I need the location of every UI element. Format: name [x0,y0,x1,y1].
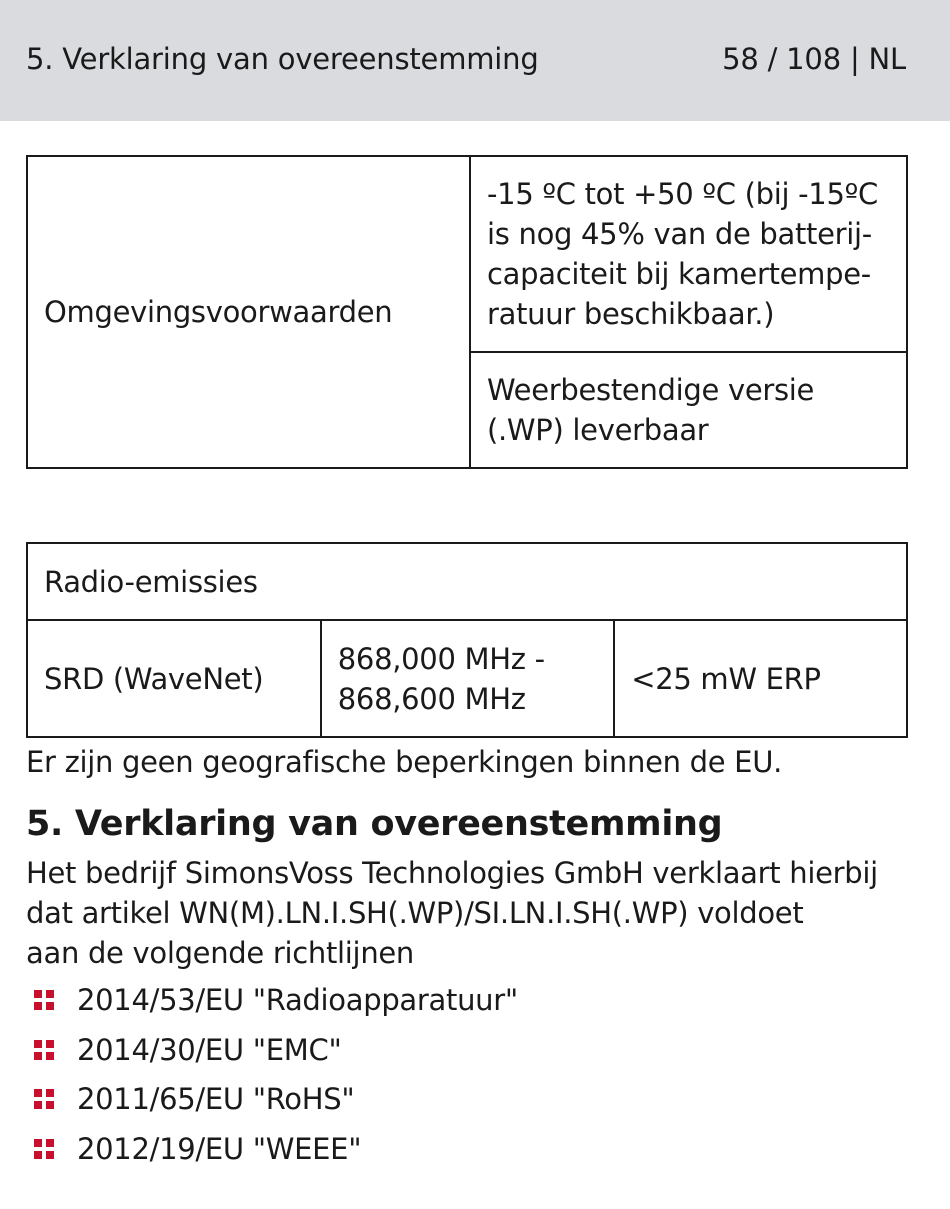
list-item [26,1129,518,1179]
intro-line: dat artikel WN(M).LN.I.SH(.WP)/SI.LN.I.SH(.WP) voldoet [26,896,804,930]
cell-line: Weerbestendige versie [487,373,815,407]
table-row [27,620,907,737]
table-row [27,156,907,352]
directives-list [26,980,518,1178]
environment-table [26,155,908,469]
bullet-icon [34,1040,54,1060]
weatherproof-version-cell [470,352,907,468]
frequency-cell [321,620,614,737]
list-item [26,1030,518,1080]
cell-line: 868,600 MHz [337,681,526,716]
page-header [0,0,950,121]
radio-emissions-table [26,542,908,738]
directive-label: 2014/53/EU "Radioapparatuur" [77,983,518,1017]
intro-line: Het bedrijf SimonsVoss Technologies GmbH verklaart hierbij [26,856,878,890]
temperature-range-cell [470,156,907,352]
cell-line: -15 ºC tot +50 ºC (bij -15ºC [487,177,878,211]
cell-line: is nog 45% van de batterij- [487,217,872,251]
cell-line: capaciteit bij kamertempe- [487,257,871,291]
header-title: 5. Verklaring van overeenstemming [26,42,539,76]
section-heading: 5. Verklaring van overeenstemming [26,804,723,844]
directive-label: 2014/30/EU "EMC" [77,1032,342,1067]
cell-line: ratuur beschikbaar.) [487,297,775,331]
list-item [26,1079,518,1129]
table-row [27,543,907,620]
page-indicator: 58 / 108 | NL [722,42,906,76]
intro-line: aan de volgende richtlijnen [26,936,415,970]
list-item [26,980,518,1030]
technology-cell: SRD (WaveNet) [27,620,321,737]
directive-label: 2011/65/EU "RoHS" [77,1082,355,1116]
directive-label: 2012/19/EU "WEEE" [77,1131,362,1166]
bullet-icon [34,1089,54,1109]
power-cell: <25 mW ERP [614,620,907,737]
environment-label: Omgevingsvoorwaarden [27,156,470,468]
cell-line: 868,000 MHz - [337,641,545,676]
radio-emissions-heading: Radio-emissies [27,543,907,620]
bullet-icon [34,1139,54,1159]
intro-paragraph [26,853,926,973]
geographic-note: Er zijn geen geografische beperkingen binnen de EU. [26,745,783,779]
cell-line: (.WP) leverbaar [487,413,709,447]
bullet-icon [34,990,54,1010]
